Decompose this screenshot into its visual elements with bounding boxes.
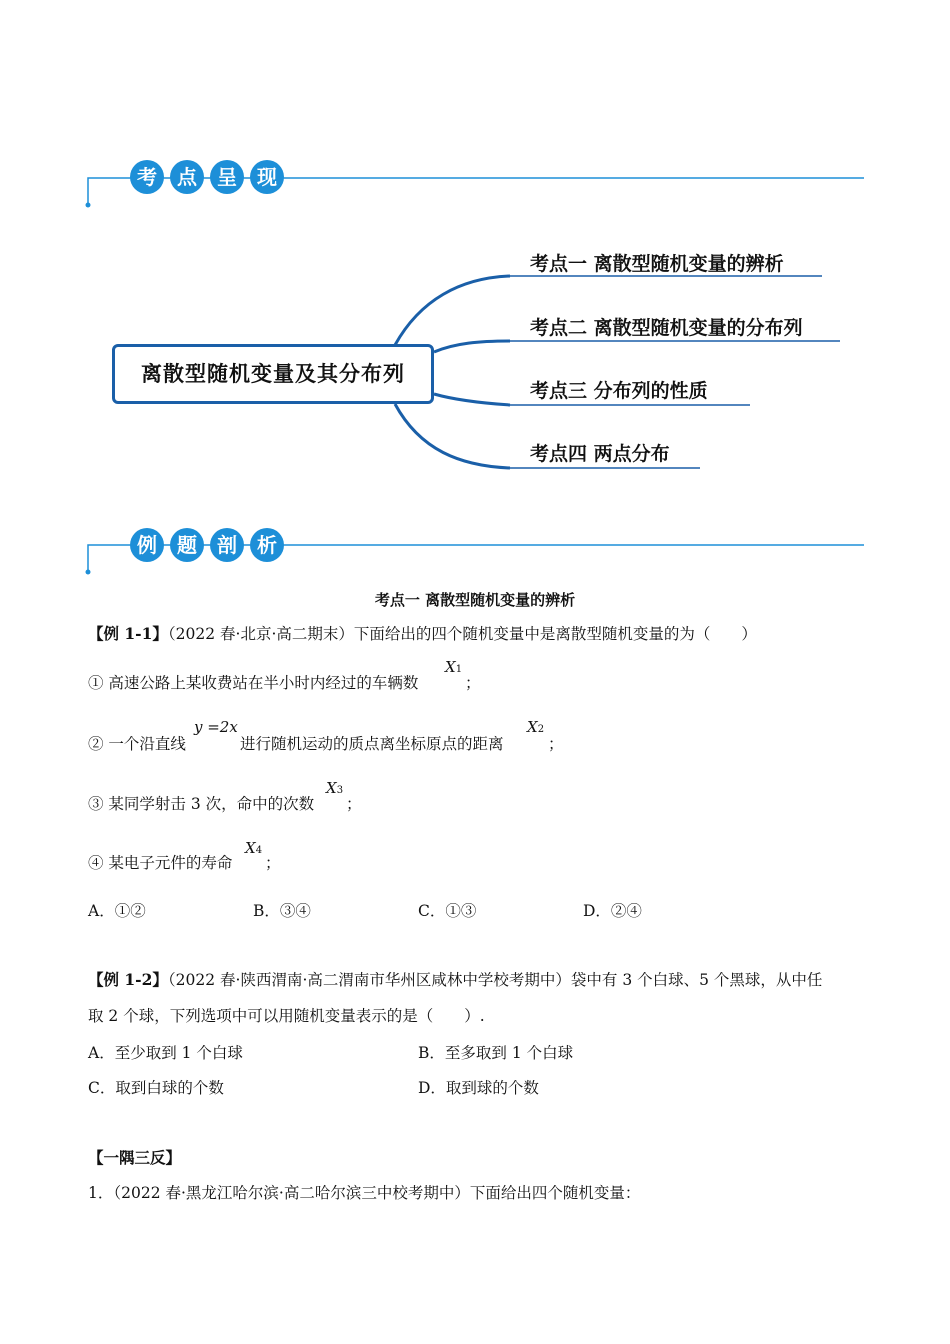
example-label: 【例 1-2】 [88,970,168,989]
header-char: 点 [170,160,204,194]
ex1-option-c: C．①③ [418,902,477,920]
ex2-option-b: B．至多取到 1 个白球 [418,1044,574,1062]
mindmap-root: 离散型随机变量及其分布列 [112,344,434,404]
ex1-option-b: B．③④ [253,902,311,920]
header-char: 现 [250,160,284,194]
var-x1: X1 [445,658,463,676]
header-char: 析 [250,528,284,562]
example-1-2-stem [88,970,822,990]
ex1-option-a: A．①② [88,902,146,920]
practice-question-1: 1．（2022 春·黑龙江哈尔滨·高二哈尔滨三中校考期中）下面给出四个随机变量： [88,1184,641,1202]
semicolon: ； [346,795,362,813]
header-char: 考 [130,160,164,194]
practice-label: 【一隅三反】 [88,1148,182,1167]
equation-line: y =2x [194,718,238,736]
ex2-option-c: C．取到白球的个数 [88,1079,224,1097]
ex2-option-d: D．取到球的个数 [418,1079,539,1097]
example-1-1-stem [88,624,757,644]
ex2-option-a: A．至少取到 1 个白球 [88,1044,243,1062]
semicolon: ； [548,735,564,753]
ex1-option-d: D．②④ [583,902,642,920]
mindmap-branch-4: 考点四 两点分布 [530,443,670,465]
mindmap-branch-3: 考点三 分布列的性质 [530,380,708,402]
ex1-item-4: ④ 某电子元件的寿命 [88,854,233,872]
header-char: 例 [130,528,164,562]
example-label: 【例 1-1】 [88,624,168,643]
var-x3: X3 [326,779,344,797]
mindmap-lines [0,0,950,500]
ex1-item-2b: 进行随机运动的质点离坐标原点的距离 [240,735,504,753]
item-text: ② 一个沿直线 [88,735,186,753]
semicolon: ； [265,854,281,872]
ex1-item-1 [88,673,418,693]
header-char: 剖 [210,528,244,562]
var-x2: X2 [527,718,545,736]
example-stem-text: （2022 春·北京·高二期末）下面给出的四个随机变量中是离散型随机变量的为（ ） [167,625,757,643]
header-char: 题 [170,528,204,562]
header-char: 呈 [210,160,244,194]
example-1-2-stem-line2: 取 2 个球，下列选项中可以用随机变量表示的是（ ）. [88,1007,485,1025]
semicolon: ； [465,674,481,692]
ex1-item-3: ③ 某同学射击 3 次，命中的次数 [88,795,315,813]
topic-title: 考点一 离散型随机变量的辨析 [374,591,576,609]
mindmap-branch-1: 考点一 离散型随机变量的辨析 [530,253,784,275]
ex1-item-2 [88,734,186,754]
var-x4: X4 [245,839,263,857]
item-text: ① 高速公路上某收费站在半小时内经过的车辆数 [88,674,419,692]
example-stem-text: （2022 春·陕西渭南·高二渭南市华州区咸林中学校考期中）袋中有 3 个白球、5 个黑球，从中任 [167,971,823,989]
mindmap-branch-2: 考点二 离散型随机变量的分布列 [530,317,803,339]
